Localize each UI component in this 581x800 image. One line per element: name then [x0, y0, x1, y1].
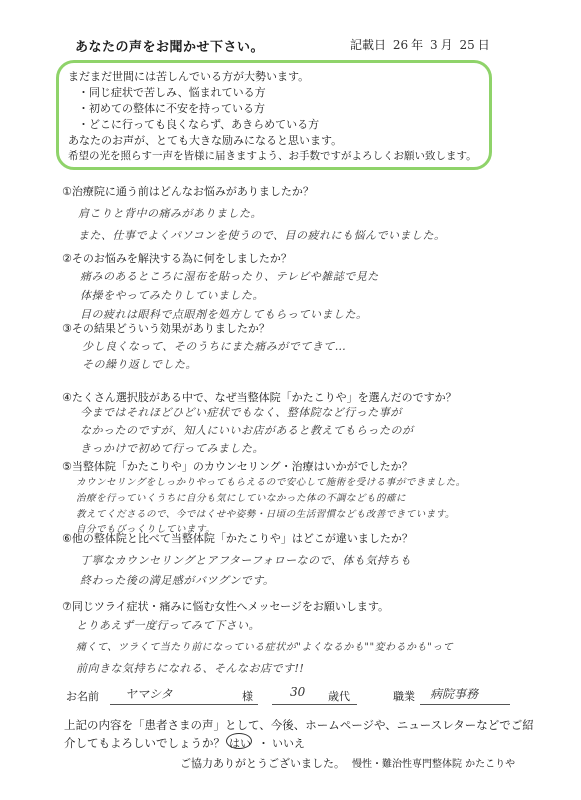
answer-line: 痛みのあるところに湿布を貼ったり、テレビや雑誌で見た	[80, 270, 379, 283]
thanks-text: ご協力ありがとうございました。	[180, 757, 345, 770]
no-option: いいえ	[272, 737, 305, 750]
question-7: ⑦同じツライ症状・痛みに悩む女性へメッセージをお願いします。	[62, 600, 389, 613]
question-1: ①治療院に通う前はどんなお悩みがありましたか？	[62, 185, 314, 198]
date-day: 25	[459, 38, 475, 52]
age-underline	[272, 704, 357, 705]
age-value: 30	[290, 685, 306, 699]
question-2: ②そのお悩みを解決する為に何をしましたか？	[62, 252, 292, 265]
page-title: あなたの声をお聞かせ下さい。	[75, 40, 265, 55]
date-field	[350, 36, 490, 53]
answer-line: 体操をやってみたりしていました。	[80, 289, 264, 302]
intro-line: 希望の光を照らす一声を皆様に届きますよう、お手数ですがよろしくお願い致します。	[68, 150, 477, 162]
consent-text: 介してもよろしいでしょうか？	[64, 736, 225, 750]
clinic-name: 慢性・難治性専門整体院 かたこりや	[352, 759, 516, 770]
intro-line: まだまだ世間には苦しんでいる方が大勢います。	[68, 70, 310, 83]
answer-line: 肩こりと背中の痛みがありました。	[78, 207, 262, 220]
sama-label: 様	[242, 690, 253, 703]
day-unit: 日	[477, 38, 490, 52]
answer-line: 痛くて、ツラくて当たり前になっている症状が"よくなるかも""変わるかも"って	[76, 642, 454, 653]
answer-line: カウンセリングをしっかりやってもらえるので安心して施術を受ける事ができました。	[76, 477, 466, 488]
option-separator: ・	[258, 737, 269, 750]
answer-line: とりあえず一度行ってみて下さい。	[76, 619, 260, 632]
answer-line: 終わった後の満足感がバツグンです。	[80, 574, 275, 587]
question-5: ⑤当整体院「かたこりや」のカウンセリング・治療はいかがでしたか？	[62, 460, 413, 473]
intro-bullet: ・同じ症状で苦しみ、悩まれている方	[78, 86, 266, 99]
date-year: 26	[392, 38, 409, 52]
age-label: 歳代	[328, 690, 350, 703]
answer-line: また、仕事でよくパソコンを使うので、目の疲れにも悩んでいました。	[78, 229, 446, 242]
answer-line: 少し良くなって、そのうちにまた痛みがでてきて…	[82, 340, 347, 353]
answer-line: 丁寧なカウンセリングとアフターフォローなので、体も気持ちも	[80, 554, 412, 567]
question-4: ④たくさん選択肢がある中で、なぜ当整体院「かたこりや」を選んだのですか？	[62, 391, 457, 404]
job-underline	[420, 704, 510, 705]
year-unit: 年	[411, 38, 424, 52]
consent-text: 上記の内容を「患者さまの声」として、今後、ホームページや、ニュースレターなどでご紹	[64, 718, 534, 732]
intro-bullet: ・初めての整体に不安を持っている方	[78, 102, 265, 115]
job-label: 職業	[393, 690, 415, 703]
intro-bullet: ・どこに行っても良くならず、あきらめている方	[78, 118, 320, 131]
question-3: ③その結果どういう効果がありましたか？	[62, 322, 270, 335]
answer-line: 今まではそれほどひどい症状でもなく、整体院など行った事が	[80, 406, 402, 419]
name-underline	[110, 704, 258, 705]
answer-line: きっかけで初めて行ってみました。	[80, 442, 264, 455]
answer-line: 自分でもびっくりしています。	[76, 524, 216, 535]
month-unit: 月	[440, 38, 453, 52]
answer-line: 前向きな気持ちになれる、そんなお店です!!	[76, 662, 305, 675]
answer-line: 治療を行っていくうちに自分も気にしていなかった体の不調なども的確に	[76, 493, 407, 504]
name-value: ヤマシタ	[125, 687, 173, 701]
yes-option: はい	[229, 737, 251, 750]
answer-line: その繰り返しでした。	[82, 358, 197, 371]
date-month: 3	[429, 38, 438, 52]
intro-line: あなたのお声が、とても大きな励みになると思います。	[68, 134, 343, 147]
answer-line: 教えてくださるので、今ではくせや姿勢・日頃の生活習慣なども改善できています。	[76, 509, 456, 520]
question-6: ⑥他の整体院と比べて当整体院「かたこりや」はどこが違いましたか？	[62, 532, 413, 545]
answer-line: 目の疲れは眼科で点眼剤を処方してもらっていました。	[80, 308, 368, 321]
date-label: 記載日	[350, 38, 387, 52]
name-label: お名前	[66, 690, 99, 703]
answer-line: なかったのですが、知人にいいお店があると教えてもらったのが	[80, 424, 414, 437]
job-value: 病院事務	[430, 687, 479, 701]
